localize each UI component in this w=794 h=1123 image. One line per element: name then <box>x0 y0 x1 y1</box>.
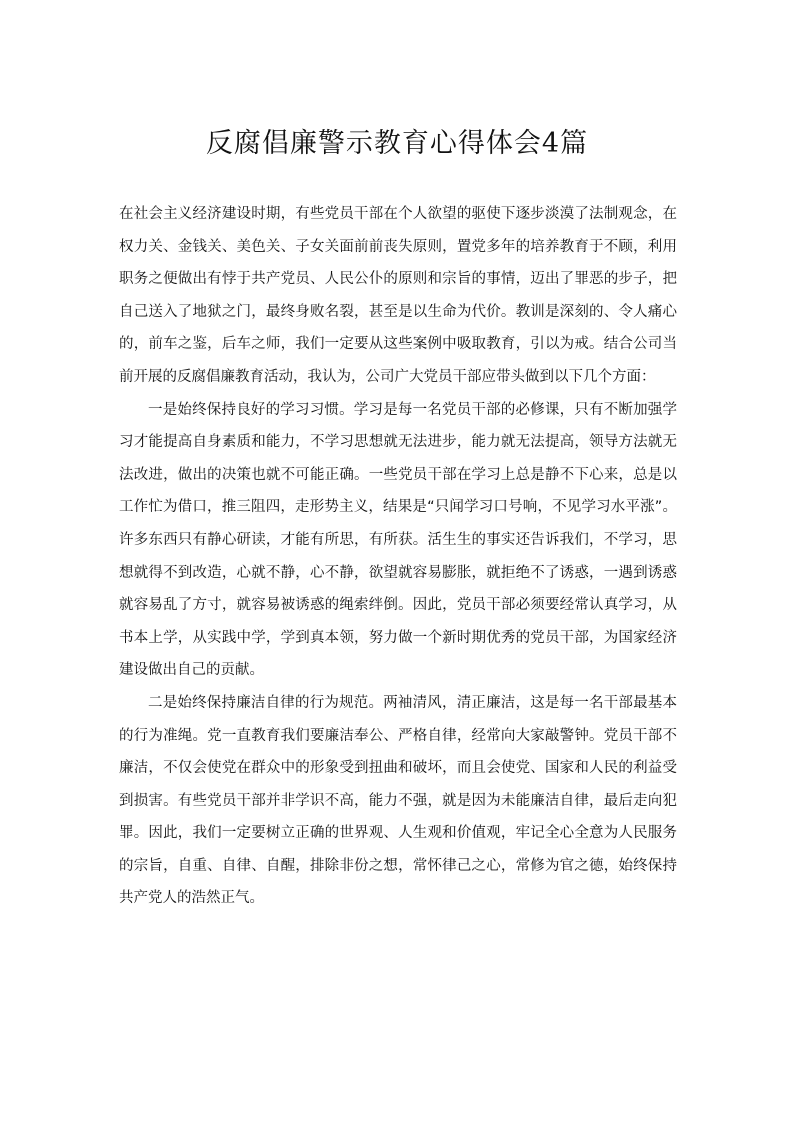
document-body <box>119 198 677 915</box>
document-title: 反腐倡廉警示教育心得体会4篇 <box>205 128 589 159</box>
paragraph-intro: 在社会主义经济建设时期，有些党员干部在个人欲望的驱使下逐步淡漠了法制观念，在权力关、金钱关、美色关、子女关面前前丧失原则，置党多年的培养教育于不顾，利用职务之便做出有悖于共产党员、人民公仆的原则和宗旨的事情，迈出了罪恶的步子，把自己送入了地狱之门，最终身败名裂，甚至是以生命为代价。教训是深刻的、令人痛心的，前车之鉴，后车之师，我们一定要从这些案例中吸取教育，引以为戒。结合公司当前开展的反腐倡廉教育活动，我认为，公司广大党员干部应带头做到以下几个方面： <box>119 206 677 385</box>
paragraph-study-habit: 一是始终保持良好的学习习惯。学习是每一名党员干部的必修课，只有不断加强学习才能提高自身素质和能力，不学习思想就无法进步，能力就无法提高，领导方法就无法改进，做出的决策也就不可能正确。一些党员干部在学习上总是静不下心来，总是以工作忙为借口，推三阻四，走形势主义，结果是“只闻学习口号响，不见学习水平涨”。许多东西只有静心研读，才能有所思，有所获。活生生的事实还告诉我们，不学习，思想就得不到改造，心就不静，心不静，欲望就容易膨胀，就拒绝不了诱惑，一遇到诱惑就容易乱了方寸，就容易被诱惑的绳索绊倒。因此，党员干部必须要经常认真学习，从书本上学，从实践中学，学到真本领，努力做一个新时期优秀的党员干部，为国家经济建设做出自己的贡献。 <box>119 401 677 679</box>
paragraph-self-discipline: 二是始终保持廉洁自律的行为规范。两袖清风，清正廉洁，这是每一名干部最基本的行为准绳。党一直教育我们要廉洁奉公、严格自律，经常向大家敲警钟。党员干部不廉洁，不仅会使党在群众中的形象受到扭曲和破坏，而且会使党、国家和人民的利益受到损害。有些党员干部并非学识不高，能力不强，就是因为未能廉洁自律，最后走向犯罪。因此，我们一定要树立正确的世界观、人生观和价值观，牢记全心全意为人民服务的宗旨，自重、自律、自醒，排除非份之想，常怀律己之心，常修为官之德，始终保持共产党人的浩然正气。 <box>119 694 677 907</box>
